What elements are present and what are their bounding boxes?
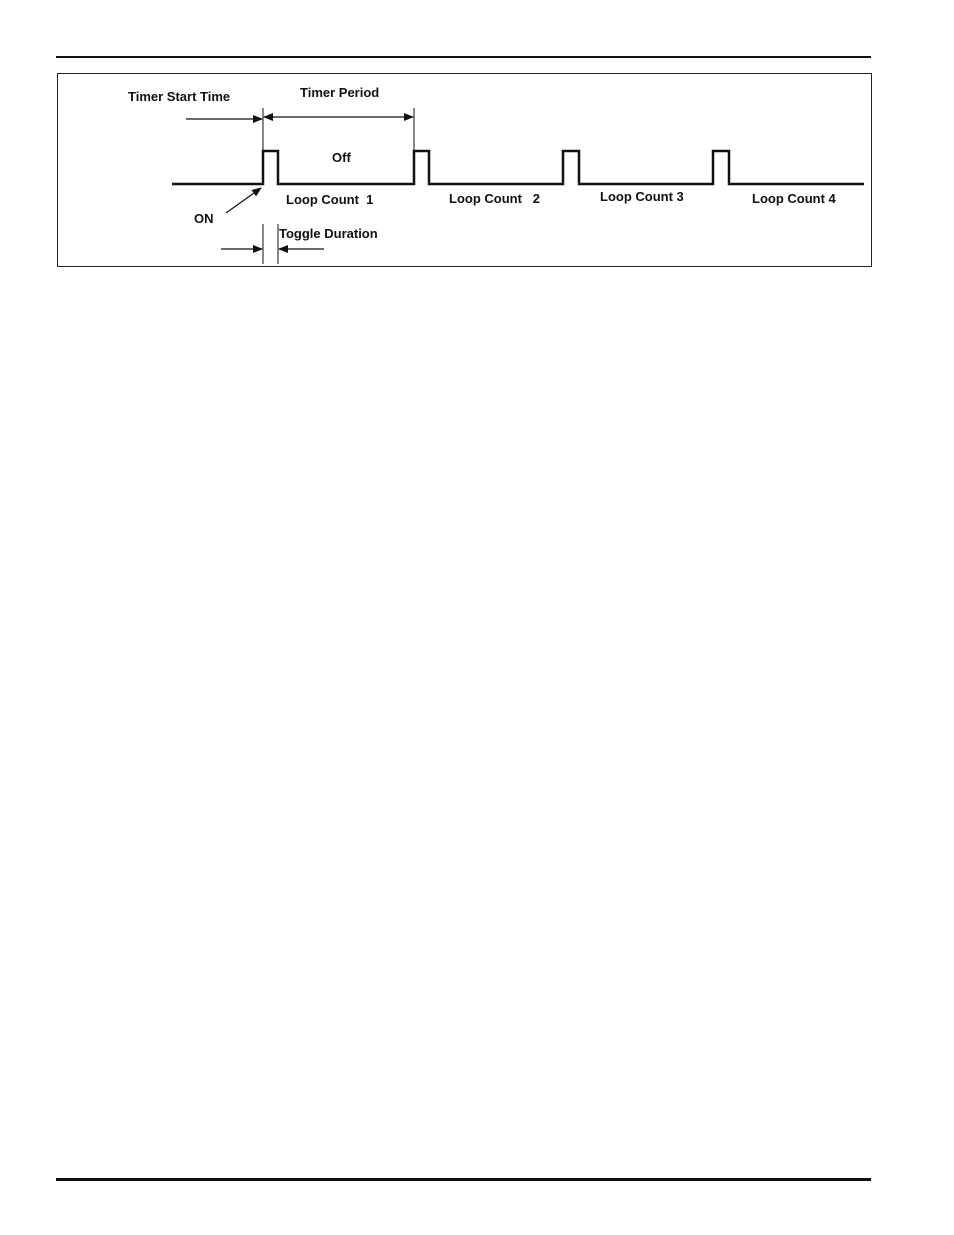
pulse-waveform <box>172 151 864 184</box>
toggle-duration-label: Toggle Duration <box>279 226 378 241</box>
footer-rule <box>56 1178 871 1181</box>
loop-count-3-label: Loop Count 3 <box>600 189 684 204</box>
loop-count-1-label: Loop Count 1 <box>286 192 374 207</box>
timer-period-label: Timer Period <box>300 85 380 100</box>
loop-count-2-label: Loop Count 2 <box>449 191 540 206</box>
loop-count-4-label: Loop Count 4 <box>752 191 836 206</box>
on-pointer-arrow <box>226 188 261 213</box>
off-label: Off <box>332 150 351 165</box>
on-label: ON <box>194 211 214 226</box>
timer-start-time-label: Timer Start Time <box>128 89 231 104</box>
